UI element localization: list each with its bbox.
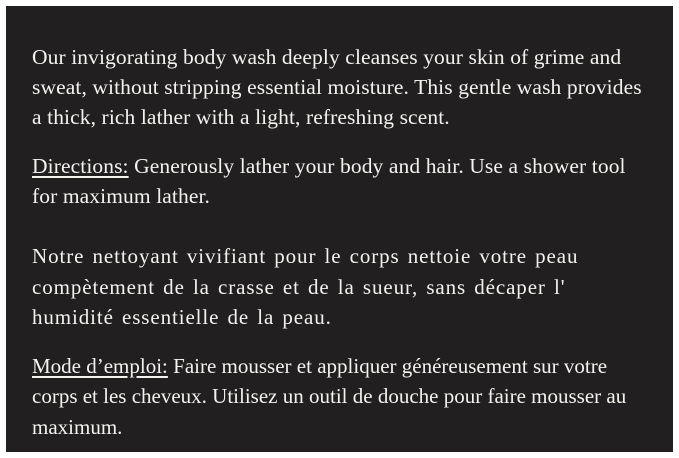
french-directions-heading: Mode d’emploi: [32, 354, 168, 379]
english-description: Our invigorating body wash deeply cleanses your skin of grime and sweat, without stripping essential moisture. This gentle wash provides a thick, rich lather with a light, refreshing scent. [32, 45, 642, 130]
english-directions-heading: Directions: [32, 154, 129, 179]
english-directions-paragraph [32, 151, 647, 211]
french-directions-text: Faire mousser et appliquer généreusement sur votre corps et les cheveux. Utilisez un outil de douche pour faire mousser au maximum. [32, 354, 627, 439]
english-directions-text: Generously lather your body and hair. Use a shower tool for maximum lather. [32, 154, 626, 209]
label-panel [6, 6, 673, 452]
french-directions-paragraph [32, 351, 647, 442]
french-description: Notre nettoyant vivifiant pour le corps nettoie votre peau compètement de la crasse et de la sueur, sans décaper l' humidité essentielle de la peau. [32, 244, 579, 329]
